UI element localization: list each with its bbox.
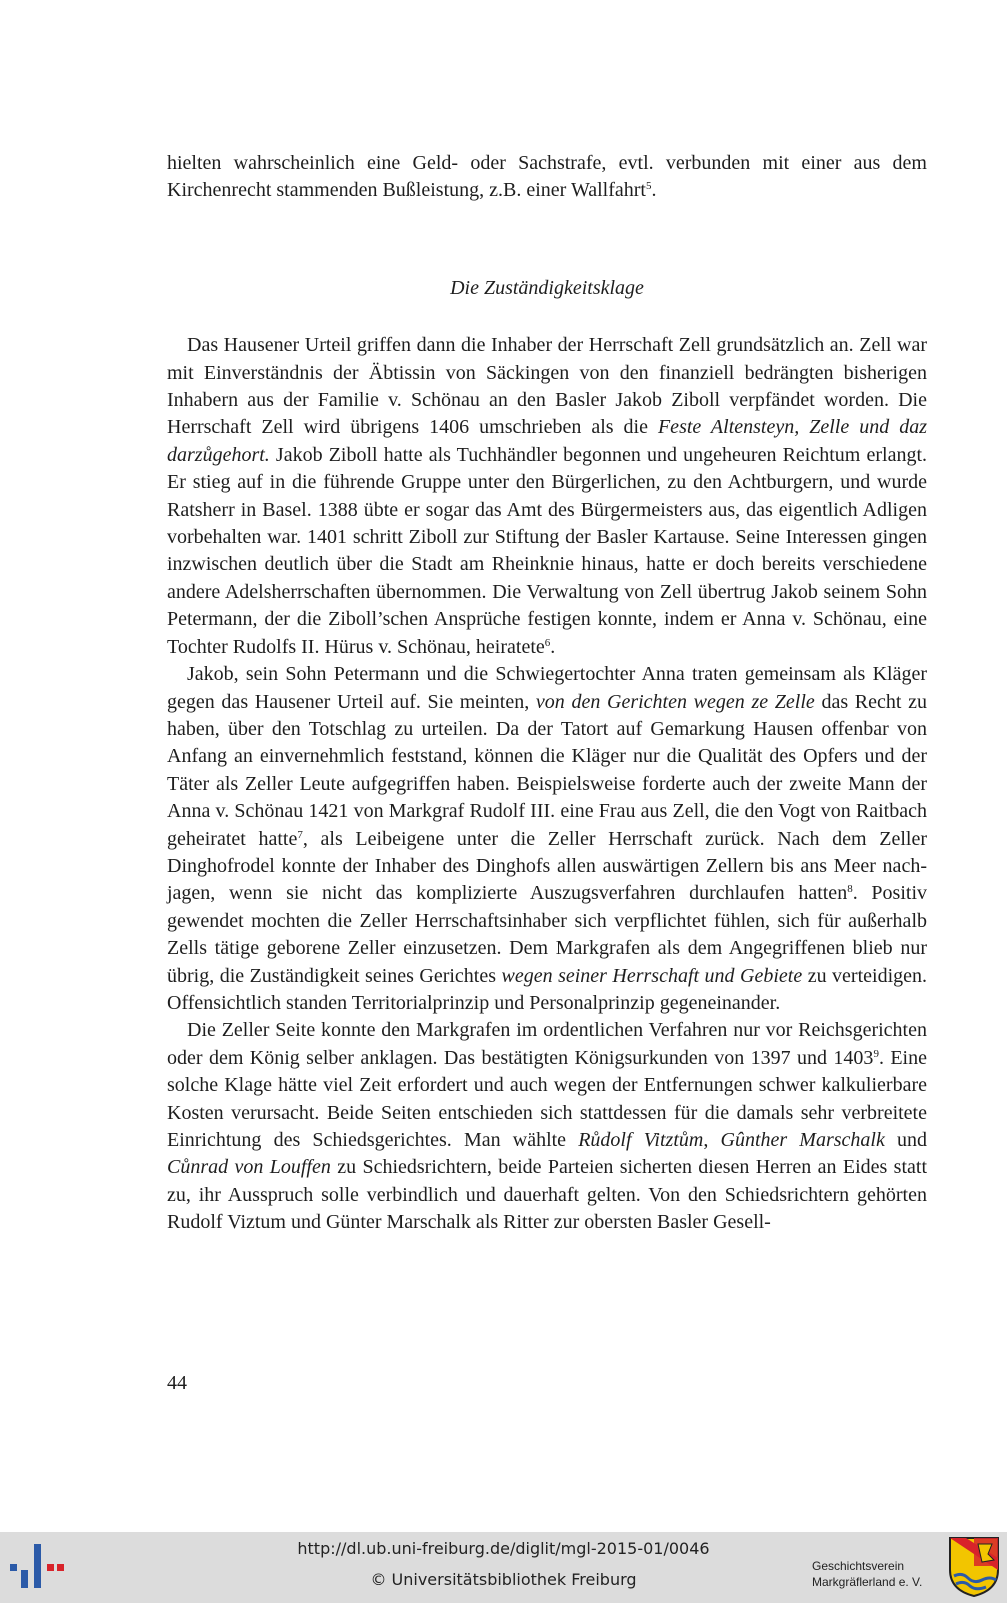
text-run: und: [884, 1129, 928, 1151]
italic-text: von den Gerichten wegen ze Zelle: [535, 690, 815, 713]
page-number: 44: [167, 1372, 187, 1394]
text-run: zu verteidigen. Offensichtlich standen Territorialprinzip und Personalprinzip gegeneinander.: [167, 964, 927, 1014]
footnote-ref: 8: [847, 883, 853, 896]
text-run: ,: [703, 1129, 721, 1151]
section-heading: Die Zuständigkeitsklage: [450, 276, 644, 299]
paragraph: [167, 332, 927, 661]
text-run: Jakob Ziboll hatte als Tuchhändler begonnen und ungeheuren Reichtum erlangt. Er stieg auf in die führende Gruppe unter den Bürgerlichen, zu den Achtburgern, und wurde Ratsherr in Basel. 1388 übte er sogar das Amt des Bürgermeisters aus, das eigentlich Adligen vorbehalten war. 1401 schritt Ziboll zur Stiftung der Basler Kartause. Seine Interessen gingen inzwischen deutlich über die Stadt am Rheinknie hinaus, hatte er doch bereits verschiedene andere Adelsherrschaften übernommen. Die Verwaltung von Zell übertrug Jakob seinem Sohn Petermann, der die Ziboll’schen Ansprüche festigen konnte, indem er Anna v. Schönau, eine Tochter Rudolfs II. Hürus v. Schönau, heiratete: [167, 443, 927, 658]
italic-text: Růdolf Vitztům: [578, 1129, 704, 1151]
italic-text: Gûnther Marschalk: [720, 1129, 885, 1151]
text-run: zu Schiedsrichtern, beide Parteien sicherten diesen Herren an Eides statt zu, ihr Ausspruch solle verbindlich und dauerhaft gelten. Von den Schiedsrichtern gehörten Rudolf Viztum und Günter Marschalk als Ritter zur obersten Basler Gesell-: [167, 1156, 927, 1234]
copyright-text: © Universitätsbibliothek Freiburg: [370, 1570, 637, 1589]
italic-text: Cůnrad von Louffen: [167, 1156, 331, 1179]
page-text: [167, 150, 927, 1237]
source-url[interactable]: http://dl.ub.uni-freiburg.de/diglit/mgl-2015-01/0046: [297, 1539, 710, 1558]
text-run: Die Zeller Seite konnte den Markgrafen im ordentlichen Verfahren nur vor Reichsgerichten oder dem König selber anklagen. Das bestätigten Königsurkunden von 1397 und 1403: [167, 1019, 927, 1069]
italic-text: wegen seiner Herrschaft und Gebiete: [501, 964, 803, 987]
paragraph: [167, 661, 927, 1017]
text-run: hielten wahrscheinlich eine Geld- oder Sachstrafe, evtl. verbunden mit einer aus dem Kirchenrecht stammenden Bußleistung, z.B. einer Wallfahrt: [167, 152, 927, 202]
society-name: [812, 1558, 942, 1590]
text-run: das Recht zu haben, über den Totschlag zu urteilen. Da der Tatort auf Gemarkung Hausen offenbar von Anfang an einvernehmlich feststand, können die Kläger nur die Qualität des Opfers und der Täter als Zeller Leute aufgegriffen haben. Beispielsweise forderte auch der zweite Mann der Anna v. Schönau 1421 von Markgraf Rudolf III. eine Frau aus Zell, die den Vogt von Raitbach geheiratet hatte: [167, 690, 928, 850]
text-run: . Eine solche Klage hätte viel Zeit erfordert und auch wegen der Entfernungen schwer kalkulierbare Kosten verursacht. Beide Seiten entschieden sich stattdessen für die damals sehr verbreitete Einrichtung des Schiedsgerichtes. Man wählte: [167, 1046, 927, 1151]
text-run: , als Leibeigene unter die Zeller Herrschaft zurück. Nach dem Zeller Dinghofrodel konnte der Inhaber des Dinghofs allen auswärtigen Zellern bis ans Meer nachjagen, wenn sie nicht das komplizierte Auszugsverfahren durchlaufen hatten: [167, 827, 927, 905]
paragraph: [167, 150, 927, 205]
footnote-ref: 7: [297, 828, 303, 841]
text-run: .: [550, 635, 556, 658]
text-run: Das Hausener Urteil griffen dann die Inhaber der Herrschaft Zell grundsätzlich an. Zell war mit Einverständnis der Äbtissin von Säckingen von den finanziell bedrängten bisherigen Inhabern aus der Familie v. Schönau an den Basler Jakob Ziboll verpfändet worden. Die Herrschaft Zell wird übrigens 1406 umschrieben als die: [167, 334, 927, 439]
society-name-line: Geschichtsverein: [812, 1559, 905, 1573]
coat-of-arms-icon: [948, 1536, 1000, 1598]
footnote-ref: 6: [544, 636, 551, 649]
text-run: Jakob, sein Sohn Petermann und die Schwiegertochter Anna traten gemeinsam als Kläger gegen das Hausener Urteil auf. Sie meinten,: [167, 663, 927, 713]
footnote-ref: 5: [645, 180, 652, 193]
footer-bar: [0, 1532, 1007, 1603]
society-name-line: Markgräflerland e. V.: [812, 1575, 923, 1589]
paragraph: [167, 1017, 927, 1236]
text-run: .: [651, 179, 657, 202]
text-run: . Positiv gewendet mochten die Zeller Herrschaftsinhaber sich verpflichtet fühlen, sich für außerhalb Zells tätige geborene Zeller einzusetzen. Dem Markgrafen als dem Angegriffenen blieb nur übrig, die Zuständigkeit seines Gerichtes: [167, 882, 928, 987]
italic-text: Feste Altensteyn, Zelle und daz darzůgehort.: [167, 416, 927, 466]
footnote-ref: 9: [873, 1047, 879, 1060]
